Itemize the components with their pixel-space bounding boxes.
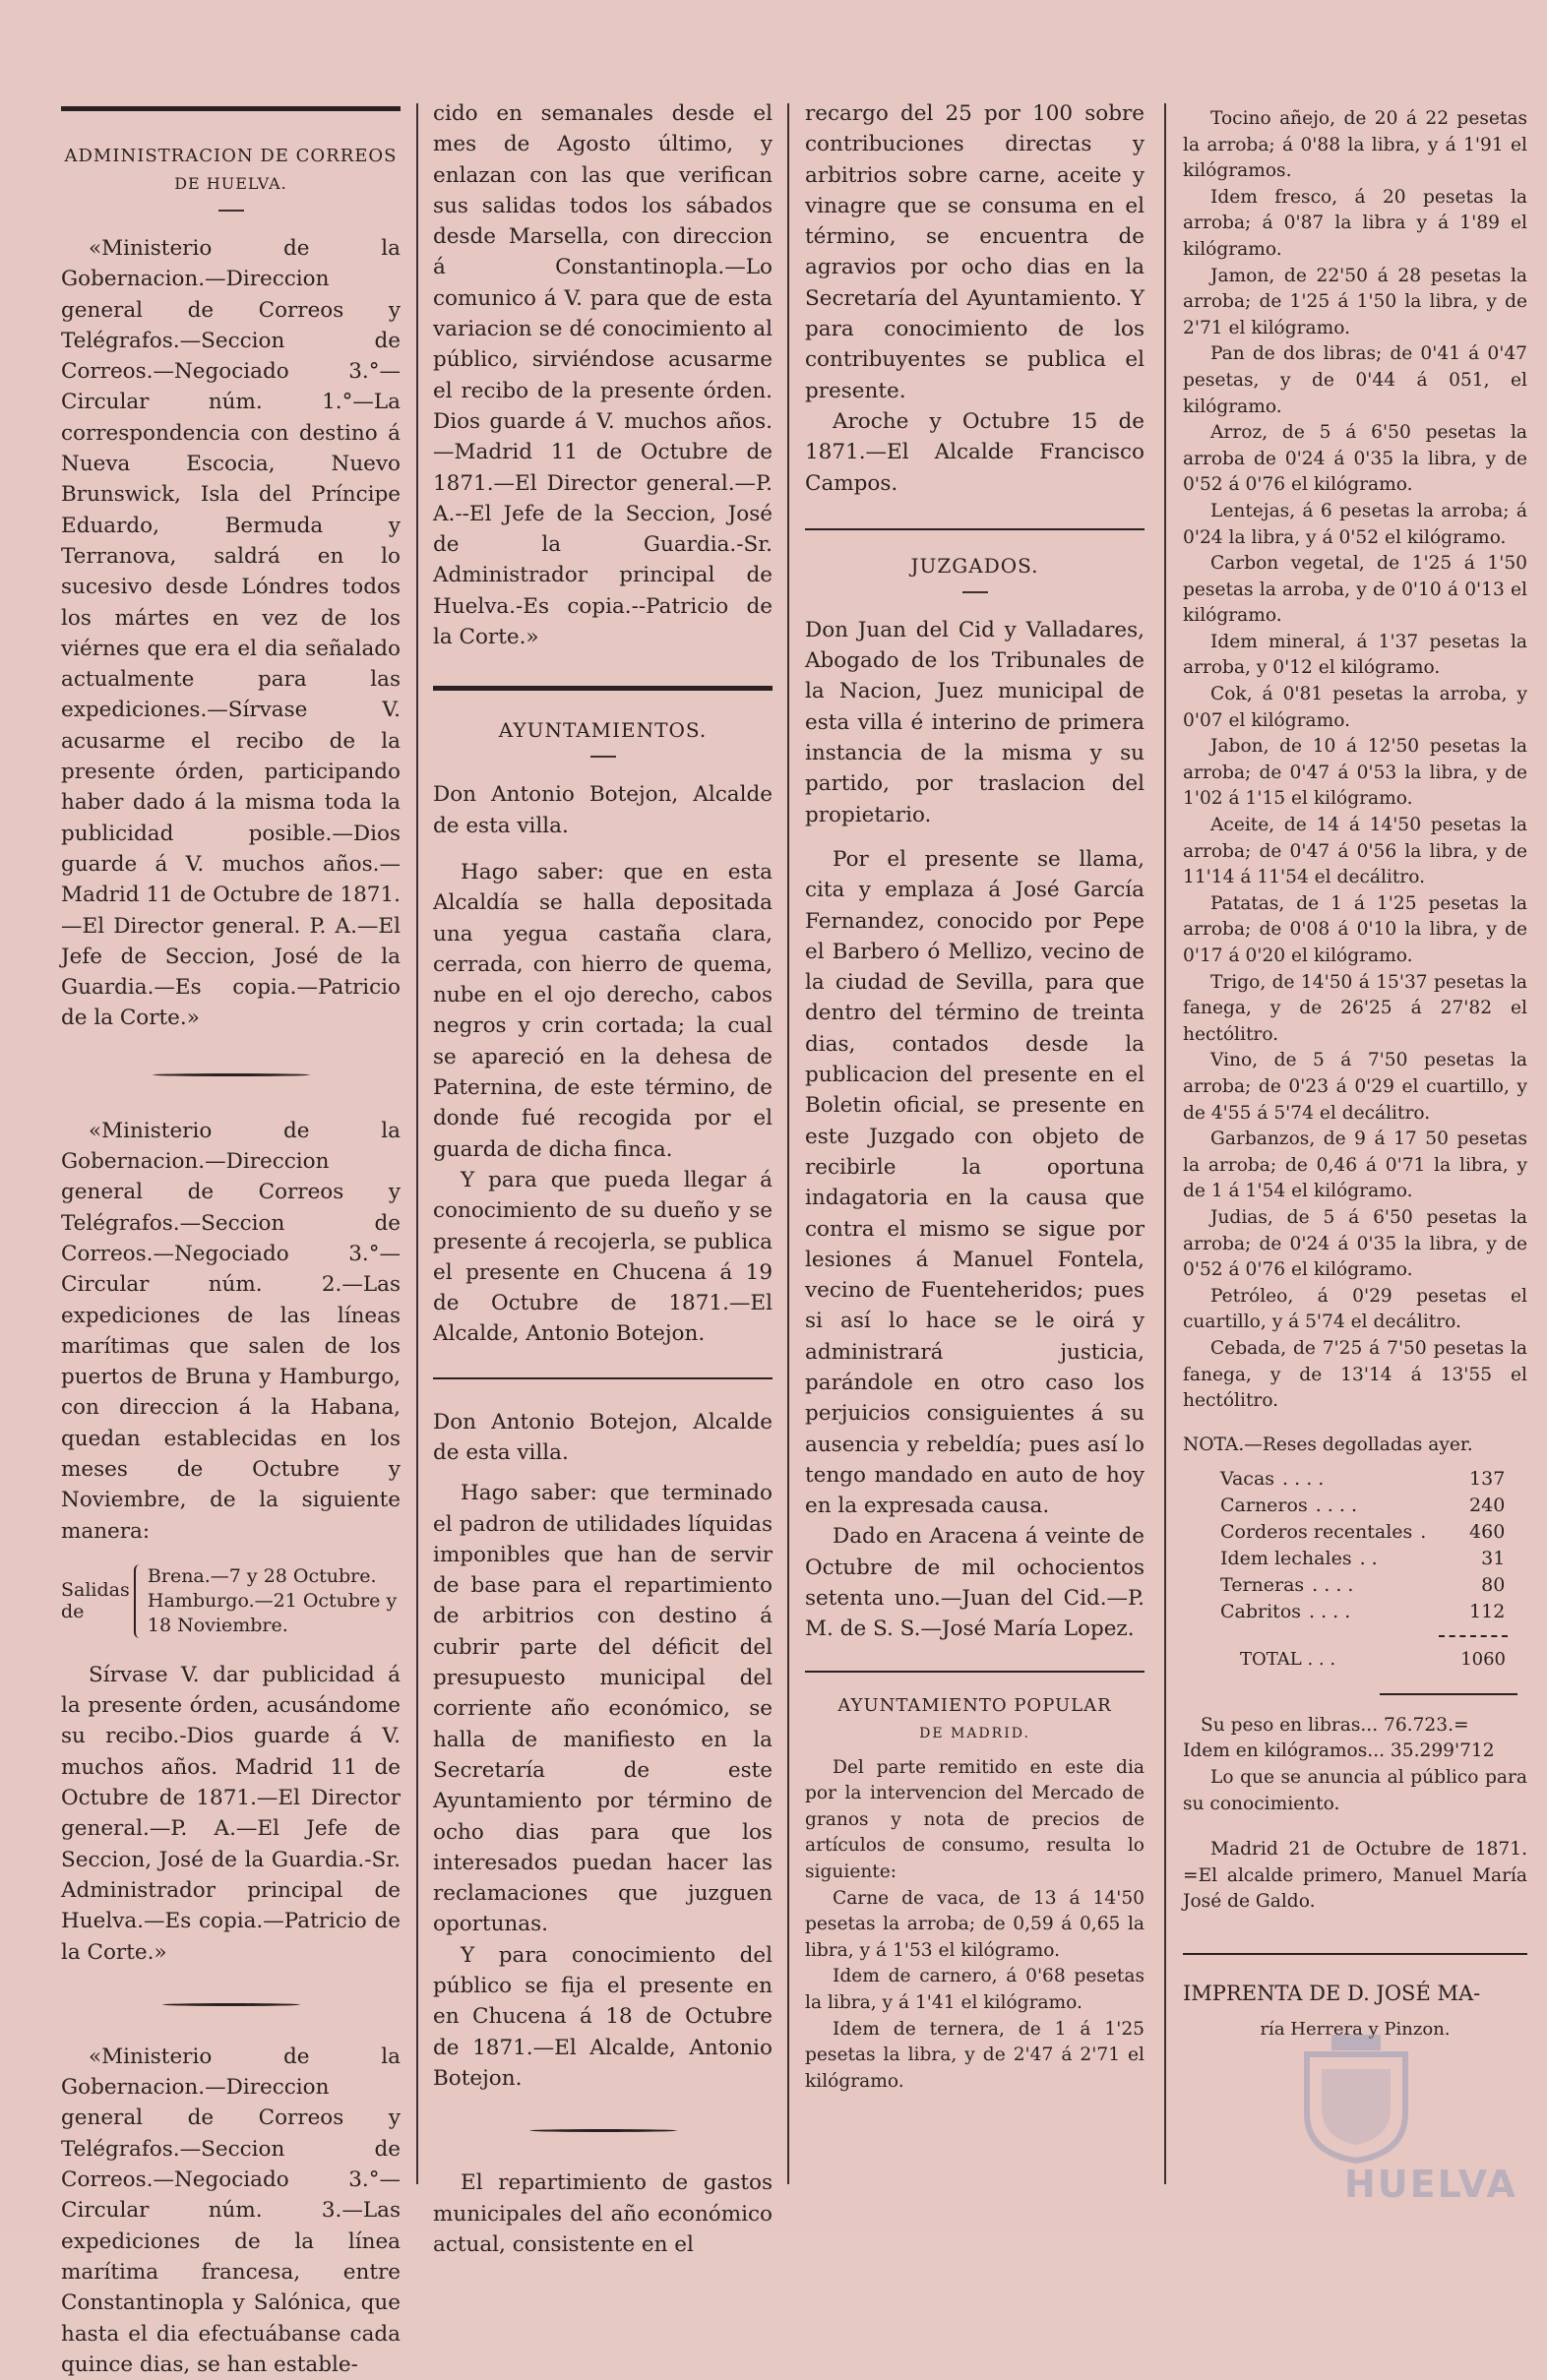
table-row: [1220, 1572, 1505, 1599]
animal-label: Vacas: [1220, 1468, 1275, 1491]
circular-2-end: Sírvase V. dar publicidad á la presente órden, acusándome su recibo.-Dios guarde á V. muchos años. Madrid 11 de Octubre de 1871.—El Director general.—P. A.—El Jefe de Seccion, José de la Guardia.-Sr. Administrador principal de Huelva.—Es copia.—Patricio de la Corte.»: [61, 1662, 401, 1965]
edict-heading: Don Antonio Botejon, Alcalde de esta villa.: [433, 782, 773, 838]
note: NOTA.—Reses degolladas ayer.: [1183, 1434, 1473, 1455]
market-paragraph: Carne de vaca, de 13 á 14'50 pesetas la arroba; de 0,59 á 0,65 la libra, y á 1'53 el kilógramo.: [805, 1887, 1145, 1961]
total-row: [1240, 1647, 1527, 1674]
circular-3-cont: cido en semanales desde el mes de Agosto último, y enlazan con las que verifican sus salidas todos los sábados desde Marsella, con direccion á Constantinopla.—Lo comunico á V. para que de esta variacion se dé conocimiento al público, sirviéndose acusarme el recibo de la presente órden. Dios guarde á V. muchos años.—Madrid 11 de Octubre de 1871.—El Director general.—P. A.--El Jefe de la Seccion, José de la Guardia.-Sr. Administrador principal de Huelva.-Es copia.--Patricio de la Corte.»: [433, 101, 773, 650]
animal-count: 460: [1469, 1521, 1506, 1544]
column-rule: [416, 103, 418, 2184]
weight-line: Su peso en libras... 76.723.=: [1201, 1714, 1469, 1736]
animal-label: Corderos recentales: [1220, 1521, 1413, 1544]
price-item: Arroz, de 5 á 6'50 pesetas la arroba de 0'24 á 0'35 la libra, y de 0'52 á 0'76 el kilógramo.: [1183, 422, 1527, 496]
column-4: [1183, 106, 1527, 2043]
price-item: Jabon, de 10 á 12'50 pesetas la arroba; de 0'47 á 0'53 la libra, y de 1'02 á 1'15 el kilógramo.: [1183, 736, 1527, 810]
table-row: [1220, 1546, 1505, 1572]
table-row: [1220, 1466, 1505, 1493]
price-item: Vino, de 5 á 7'50 pesetas la arroba; de 0'23 á 0'29 el cuartillo, y de 4'55 á 5'74 el decálitro.: [1183, 1050, 1527, 1124]
price-item: Lentejas, á 6 pesetas la arroba; á 0'24 la libra, y á 0'52 el kilógramo.: [1183, 500, 1527, 548]
divider: [590, 756, 616, 758]
column-1: [61, 98, 401, 2380]
departure-item: Brena.—7 y 28 Octubre.: [147, 1564, 377, 1587]
animal-name: [1220, 1519, 1426, 1546]
signature: Madrid 21 de Octubre de 1871. =El alcalde primero, Manuel María José de Galdo.: [1183, 1839, 1527, 1913]
section-rule: [805, 528, 1145, 530]
circular-1: «Ministerio de la Gobernacion.—Direccion general de Correos y Telégrafos.—Seccion de Correos.—Negociado 3.°—Circular núm. 1.°—La correspondencia con destino á Nueva Escocia, Nuevo Brunswick, Isla del Príncipe Eduardo, Bermuda y Terranova, saldrá en lo sucesivo desde Lóndres todos los mártes en vez de los viérnes que era el dia señalado actualmente para las expediciones.—Sírvase V. acusarme el recibo de la presente órden, participando haber dado á la misma toda la publicidad posible.—Dios guarde á V. muchos años.—Madrid 11 de Octubre de 1871.—El Director general. P. A.—El Jefe de Seccion, José de la Guardia.—Es copia.—Patricio de la Corte.»: [61, 236, 401, 1031]
ornament-rule: [529, 2129, 677, 2132]
price-item: Trigo, de 14'50 á 15'37 pesetas la fanega, y de 26'25 á 27'82 el hectólitro.: [1183, 971, 1527, 1045]
price-item: Idem fresco, á 20 pesetas la arroba; á 0'87 la libra y á 1'89 el kilógramo.: [1183, 186, 1527, 260]
animal-name: [1220, 1572, 1426, 1599]
edict-paragraph: Hago saber: que en esta Alcaldía se halla depositada una yegua castaña clara, cerrada, con hierro de quema, nube en el ojo derecho, cabos negros y crin cortada; la cual se apareció en la dehesa de Paternina, de este término, de donde fué recogida por el guarda de dicha finca.: [433, 859, 773, 1162]
section-subtitle: DE MADRID.: [919, 1725, 1030, 1741]
departure-item: Hamburgo.—21 Octubre y 18 Noviembre.: [147, 1589, 398, 1636]
price-item: Cok, á 0'81 pesetas la arroba, y 0'07 el kilógramo.: [1183, 684, 1527, 731]
animal-label: Cabritos: [1220, 1601, 1302, 1623]
section-title: AYUNTAMIENTOS.: [498, 718, 708, 743]
circular-3: «Ministerio de la Gobernacion.—Direccion general de Correos y Telégrafos.—Seccion de Correos.—Negociado 3.°—Circular núm. 3.—Las expediciones de la línea marítima francesa, entre Constantinopla y Salónica, que hasta el dia efectuábanse cada quince dias, se han estable-: [61, 2044, 401, 2377]
court-paragraph: Dado en Aracena á veinte de Octubre de mil ochocientos setenta uno.—Juan del Cid.—P. M. de S. S.—José María Lopez.: [805, 1524, 1145, 1642]
animal-name: [1220, 1493, 1426, 1519]
price-item: Garbanzos, de 9 á 17 50 pesetas la arroba; de 0,46 á 0'71 la libra, y de 1 á 1'54 el kilógramo.: [1183, 1129, 1527, 1202]
column-3: [805, 98, 1145, 2095]
animal-name: [1220, 1599, 1426, 1625]
price-item: Judias, de 5 á 6'50 pesetas la arroba; de 0'24 á 0'35 la libra, y de 0'52 á 0'76 el kilógramo.: [1183, 1206, 1527, 1281]
departures-label: Salidas de: [61, 1579, 130, 1623]
leader-dots: .: [1420, 1521, 1427, 1544]
announcement: Lo que se anuncia al público para su conocimiento.: [1183, 1767, 1527, 1814]
animal-label: Terneras: [1220, 1574, 1305, 1597]
market-paragraph: Idem de carnero, á 0'68 pesetas la libra, y á 1'41 el kilógramo.: [805, 1966, 1145, 2013]
edict-paragraph-cont: recargo del 25 por 100 sobre contribuciones directas y arbitrios sobre carne, aceite y vinagre que se consuma en el término, se encuentra de agravios por ocho dias en la Secretaría del Ayuntamiento. Y para conocimiento de los contribuyentes se publica el presente.: [805, 101, 1145, 403]
total-label: TOTAL . . .: [1240, 1649, 1336, 1671]
divider: [962, 591, 988, 593]
price-list: [1183, 106, 1527, 1415]
market-report: [805, 1755, 1145, 2096]
price-item: Cebada, de 7'25 á 7'50 pesetas la fanega, y de 13'14 á 13'55 el hectólitro.: [1183, 1337, 1527, 1412]
section-title: ADMINISTRACION DE CORREOS: [64, 146, 398, 166]
ornament-rule: [153, 1073, 310, 1076]
section-rule: [433, 686, 773, 691]
printer-line: IMPRENTA DE D. JOSÉ MA-: [1183, 1982, 1481, 2006]
animal-label: Idem lechales: [1220, 1548, 1352, 1570]
edict-paragraph: Y para conocimiento del público se fija el presente en en Chucena á 18 de Octubre de 1871.—El Alcalde, Antonio Botejon.: [433, 1942, 773, 2091]
leader-dots: . . . .: [1312, 1574, 1354, 1597]
section-title: AYUNTAMIENTO POPULAR: [837, 1694, 1112, 1716]
leader-dots: . . . .: [1309, 1601, 1351, 1623]
departures-list: [61, 1564, 401, 1638]
edict-heading: Don Antonio Botejon, Alcalde de esta villa.: [433, 1409, 773, 1465]
ornament-rule: [162, 2003, 300, 2006]
animal-name: [1220, 1466, 1426, 1493]
market-paragraph: Idem de ternera, de 1 á 1'25 pesetas la libra, y de 2'47 á 2'71 el kilógramo.: [805, 2018, 1145, 2092]
archive-stamp-logo: [1297, 2035, 1533, 2212]
leader-dots: . .: [1359, 1548, 1378, 1570]
column-rule: [787, 103, 789, 2184]
section-rule: [1183, 1953, 1527, 1955]
price-item: Tocino añejo, de 20 á 22 pesetas la arroba; á 0'88 la libra, y á 1'91 el kilógramos.: [1183, 108, 1527, 182]
printer-line: ría Herrera y Pinzon.: [1260, 2018, 1451, 2040]
table-row: [1220, 1599, 1505, 1625]
price-item: Aceite, de 14 á 14'50 pesetas la arroba; de 0'47 á 0'56 la libra, y de 11'14 á 11'54 el decálitro.: [1183, 815, 1527, 888]
price-item: Jamon, de 22'50 á 28 pesetas la arroba; de 1'25 á 1'50 la libra, y de 2'71 el kilógramo.: [1183, 265, 1527, 338]
section-title: JUZGADOS.: [910, 553, 1039, 578]
court-paragraph: Por el presente se llama, cita y emplaza á José García Fernandez, conocido por Pepe el Barbero ó Mellizo, vecino de la ciudad de Sevilla, para que dentro del término de treinta dias, contados desde la publicacion del presente en el Boletin oficial, se presente en este Juzgado con objeto de recibirle la oportuna indagatoria en la causa que contra el mismo se sigue por lesiones á Manuel Fontela, vecino de Fuenteheridos; pues si así lo hace se le oirá y administrará justicia, parándole en otro caso los perjuicios consiguientes á su ausencia y rebeldía; pues así lo tengo mandado en auto de hoy en la expresada causa.: [805, 846, 1145, 1519]
leader-dots: . . . .: [1282, 1468, 1325, 1491]
price-item: Idem mineral, á 1'37 pesetas la arroba, y 0'12 el kilógramo.: [1183, 631, 1527, 679]
leader-dots: . . . .: [1315, 1495, 1357, 1517]
animal-name: [1220, 1546, 1426, 1572]
animal-count: 80: [1481, 1574, 1506, 1597]
court-heading: Don Juan del Cid y Valladares, Abogado de los Tribunales de la Nacion, Juez municipal de esta villa é interino de primera instancia de la misma y su partido, por traslacion del propietario.: [805, 617, 1145, 827]
column-2: [433, 98, 773, 2260]
brace: [134, 1564, 142, 1638]
table-row: [1220, 1519, 1505, 1546]
section-subtitle: DE HUELVA.: [174, 174, 287, 193]
edict-signature: Aroche y Octubre 15 de 1871.—El Alcalde Francisco Campos.: [805, 408, 1145, 496]
stamp-text: HUELVA: [1344, 2163, 1517, 2206]
total-value: 1060: [1460, 1649, 1506, 1671]
column-rule: [1164, 103, 1166, 2184]
top-rule: [61, 106, 401, 111]
edict-paragraph: El repartimiento de gastos municipales del año económico actual, consistente en el: [433, 2170, 773, 2257]
price-item: Petróleo, á 0'29 pesetas el cuartillo, y á 5'74 el decálitro.: [1183, 1285, 1527, 1333]
animal-count: 112: [1469, 1601, 1506, 1623]
animal-label: Carneros: [1220, 1495, 1308, 1517]
slaughter-table: [1220, 1466, 1505, 1625]
animal-count: 31: [1481, 1548, 1506, 1570]
section-rule: [805, 1671, 1145, 1673]
edict-paragraph: Hago saber: que terminado el padron de utilidades líquidas imponibles que han de servir de base para el repartimiento de arbitrios con destino á cubrir parte del déficit del presupuesto municipal del corriente año económico, se halla de manifiesto en la Secretaría de este Ayuntamiento por término de ocho dias para que los interesados puedan hacer las reclamaciones que juzguen oportunas.: [433, 1481, 773, 1937]
section-rule: [433, 1377, 773, 1379]
table-row: [1220, 1493, 1505, 1519]
price-item: Carbon vegetal, de 1'25 á 1'50 pesetas la arroba, y de 0'10 á 0'13 el kilógramo.: [1183, 553, 1527, 627]
edict-paragraph: Y para que pueda llegar á conocimiento de su dueño y se presente á recojerla, se publica el presente en Chucena á 19 de Octubre de 1871.—El Alcalde, Antonio Botejon.: [433, 1167, 773, 1347]
divider: [218, 210, 244, 212]
circular-2: «Ministerio de la Gobernacion.—Direccion general de Correos y Telégrafos.—Seccion de Correos.—Negociado 3.°—Circular núm. 2.—Las expediciones de las líneas marítimas que salen de los puertos de Bruna y Hamburgo, con direccion á la Habana, quedan establecidas en los meses de Octubre y Noviembre, de la siguiente manera:: [61, 1118, 401, 1544]
animal-count: 240: [1469, 1495, 1506, 1517]
weight-line: Idem en kilógramos... 35.299'712: [1183, 1740, 1495, 1762]
price-item: Patatas, de 1 á 1'25 pesetas la arroba; de 0'08 á 0'10 la libra, y de 0'17 á 0'20 el kilógramo.: [1183, 892, 1527, 966]
market-paragraph: Del parte remitido en este dia por la intervencion del Mercado de granos y nota de precios de artículos de consumo, resulta lo siguiente:: [805, 1756, 1145, 1883]
price-item: Pan de dos libras; de 0'41 á 0'47 pesetas, y de 0'44 á 051, el kilógramo.: [1183, 343, 1527, 417]
animal-count: 137: [1469, 1468, 1506, 1491]
